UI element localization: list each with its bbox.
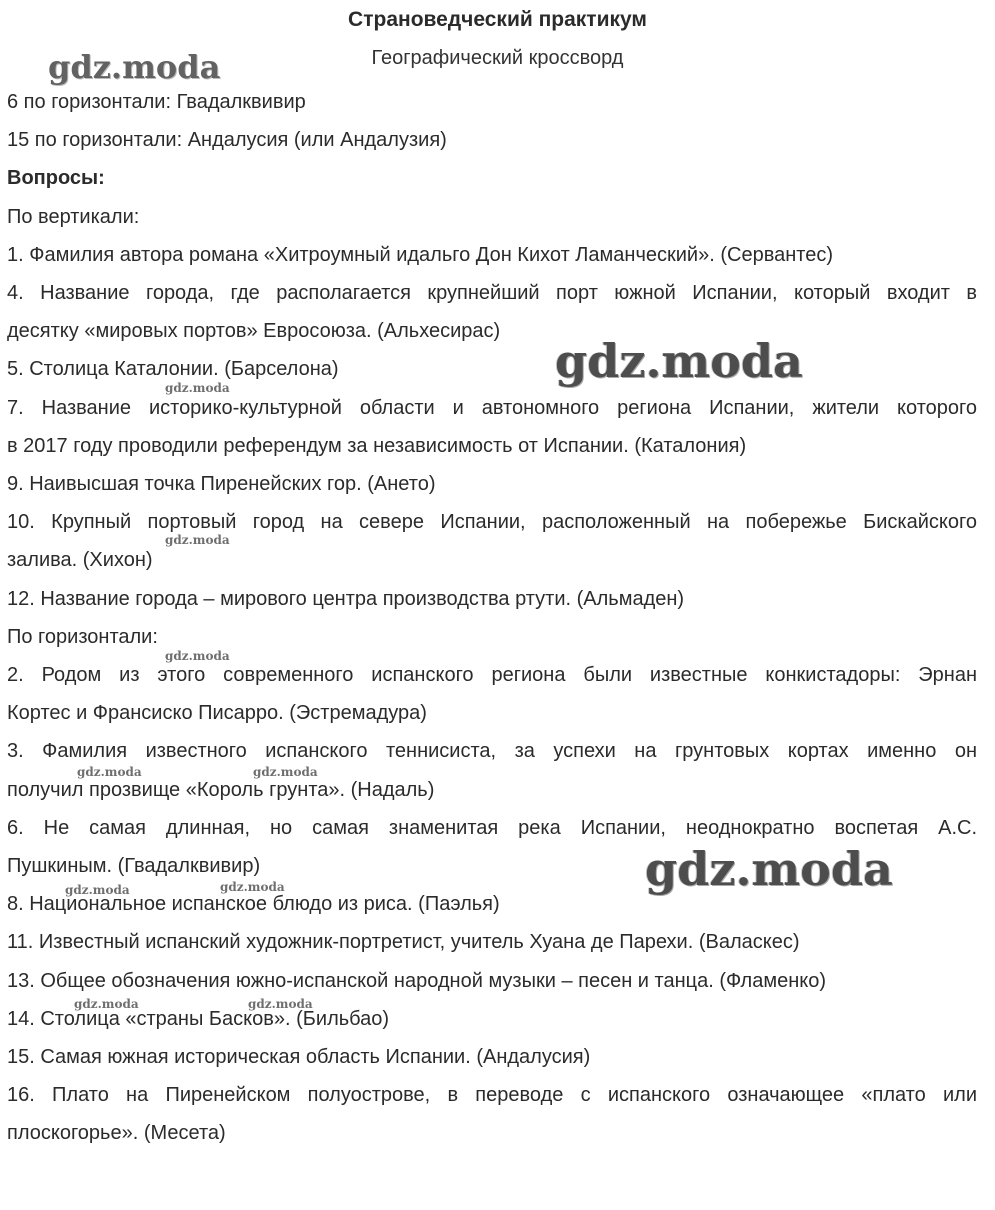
text-line: 3. Фамилия известного испанского теннисиста, за успехи на грунтовых кортах именно он xyxy=(7,740,977,763)
text-line: 7. Название историко-культурной области и автономного региона Испании, жители которого xyxy=(7,396,977,419)
text-line: 16. Плато на Пиренейском полуострове, в переводе с испанского означающее «плато или xyxy=(7,1084,977,1107)
text-line: получил прозвище «Король грунта». (Надаль) xyxy=(7,778,435,801)
text-line: 13. Общее обозначения южно-испанской народной музыки – песен и танца. (Фламенко) xyxy=(7,969,826,992)
text-line: 8. Национальное испанское блюдо из риса. (Паэлья) xyxy=(7,893,500,916)
text-line: 4. Название города, где располагается крупнейший порт южной Испании, который входит в xyxy=(7,282,977,305)
text-line: 15. Самая южная историческая область Испании. (Андалусия) xyxy=(7,1046,591,1069)
text-line: залива. (Хихон) xyxy=(7,549,153,572)
text-line: 2. Родом из этого современного испанского региона были известные конкистадоры: Эрнан xyxy=(7,664,977,687)
text-line: десятку «мировых портов» Евросоюза. (Альхесирас) xyxy=(7,320,501,343)
watermark-logo: gdz.moda xyxy=(248,997,313,1011)
watermark-logo: gdz.moda xyxy=(253,765,318,779)
watermark-logo: gdz.moda xyxy=(555,334,803,388)
page-title: Страноведческий практикум xyxy=(348,8,647,31)
watermark-logo: gdz.moda xyxy=(165,649,230,663)
text-line: 5. Столица Каталонии. (Барселона) xyxy=(7,358,339,381)
text-line: 14. Столица «страны Басков». (Бильбао) xyxy=(7,1007,390,1030)
text-line: 9. Наивысшая точка Пиренейских гор. (Ането) xyxy=(7,473,436,496)
section-heading: Вопросы: xyxy=(7,167,105,190)
watermark-logo: gdz.moda xyxy=(645,842,893,896)
text-line: 10. Крупный портовый город на севере Испании, расположенный на побережье Бискайского xyxy=(7,511,977,534)
subsection-heading: По вертикали: xyxy=(7,205,140,228)
watermark-logo: gdz.moda xyxy=(48,48,221,86)
text-line: Пушкиным. (Гвадалквивир) xyxy=(7,855,261,878)
watermark-logo: gdz.moda xyxy=(65,883,130,897)
text-line: 1. Фамилия автора романа «Хитроумный идальго Дон Кихот Ламанческий». (Сервантес) xyxy=(7,243,833,266)
watermark-logo: gdz.moda xyxy=(165,381,230,395)
text-line: Кортес и Франсиско Писарро. (Эстремадура) xyxy=(7,702,427,725)
text-line: 15 по горизонтали: Андалусия (или Андалузия) xyxy=(7,129,447,152)
text-line: в 2017 году проводили референдум за независимость от Испании. (Каталония) xyxy=(7,434,747,457)
watermark-logo: gdz.moda xyxy=(220,880,285,894)
subsection-heading: По горизонтали: xyxy=(7,625,158,648)
text-line: 12. Название города – мирового центра производства ртути. (Альмаден) xyxy=(7,587,685,610)
watermark-logo: gdz.moda xyxy=(77,765,142,779)
document-body xyxy=(7,83,977,1153)
watermark-logo: gdz.moda xyxy=(74,997,139,1011)
watermark-logo: gdz.moda xyxy=(165,533,230,547)
text-line: 6 по горизонтали: Гвадалквивир xyxy=(7,91,306,113)
text-line: 6. Не самая длинная, но самая знаменитая река Испании, неоднократно воспетая А.С. xyxy=(7,816,977,839)
text-line: 11. Известный испанский художник-портретист, учитель Хуана де Парехи. (Валаскес) xyxy=(7,931,800,954)
page-subtitle: Географический кроссворд xyxy=(371,47,624,69)
text-line: плоскогорье». (Месета) xyxy=(7,1122,226,1145)
